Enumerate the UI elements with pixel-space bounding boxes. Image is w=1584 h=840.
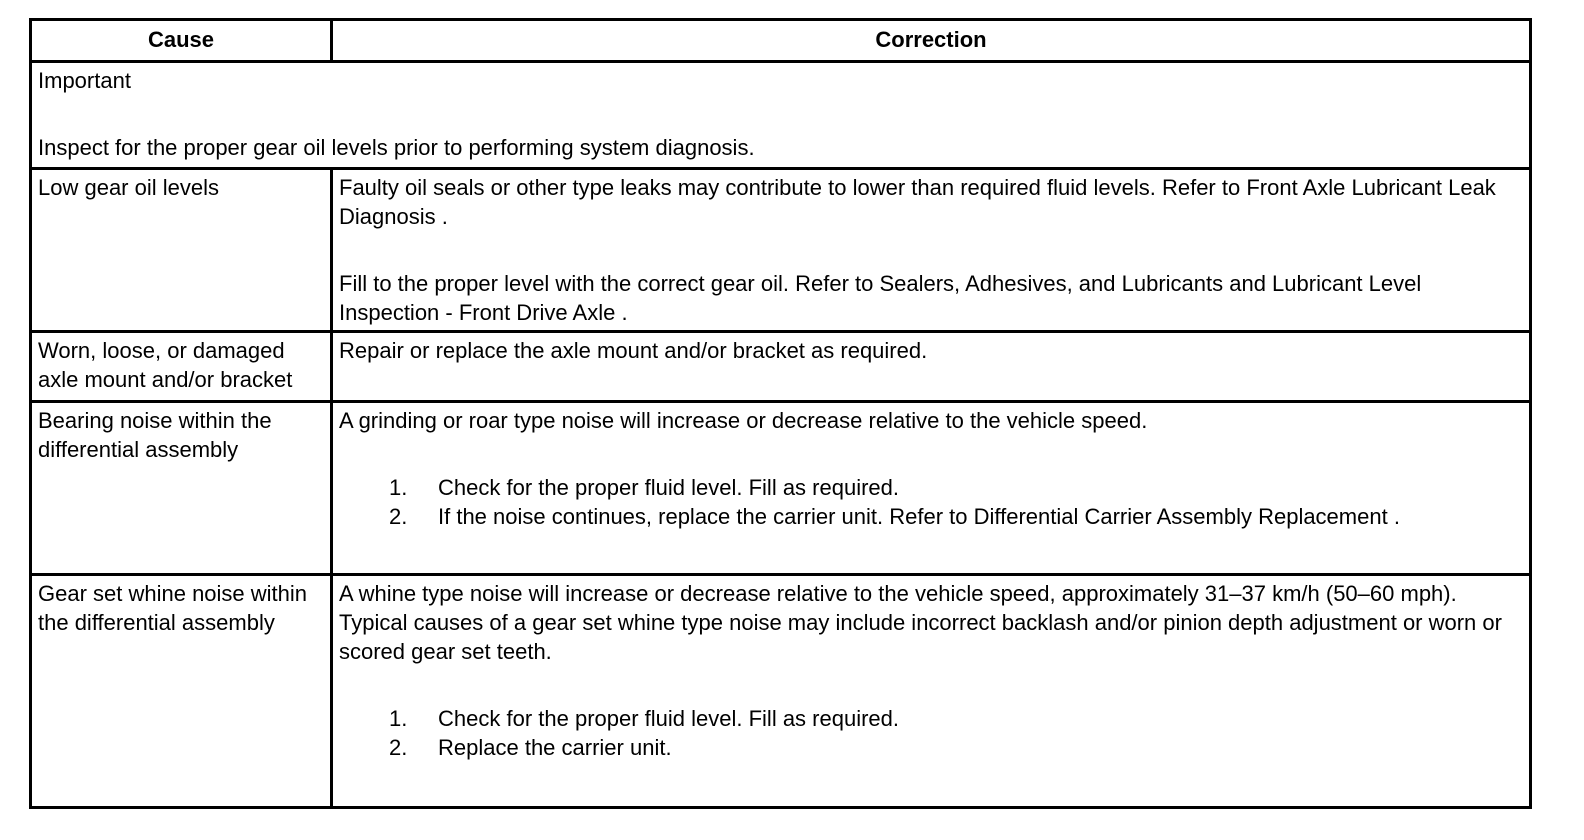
- table-row: [31, 402, 1531, 575]
- correction-header: Correction: [332, 20, 1531, 62]
- step-text: Check for the proper fluid level. Fill as required.: [438, 706, 899, 731]
- correction-paragraph: A grinding or roar type noise will increase or decrease relative to the vehicle speed.: [339, 408, 1148, 433]
- correction-cell: [332, 402, 1531, 575]
- cause-cell: Low gear oil levels: [31, 169, 332, 332]
- important-label: Important: [38, 68, 131, 93]
- step-list: [339, 704, 1523, 762]
- cause-cell: Worn, loose, or damaged axle mount and/or bracket: [31, 332, 332, 402]
- step-number: 2.: [389, 504, 408, 529]
- table-row: [31, 575, 1531, 808]
- correction-paragraph: A whine type noise will increase or decrease relative to the vehicle speed, approximately 31–37 km/h (50–60 mph). Typical causes of a gear set whine type noise may include incorrect backlash and/or pinion depth adjustment or worn or scored gear set teeth.: [339, 581, 1502, 664]
- correction-paragraph: Faulty oil seals or other type leaks may contribute to lower than required fluid levels. Refer to Front Axle Lubricant Leak Diagnosis .: [339, 175, 1496, 229]
- cause-cell: Gear set whine noise within the differential assembly: [31, 575, 332, 808]
- header-row: [31, 20, 1531, 62]
- diagnosis-table: [29, 18, 1532, 809]
- important-note: [31, 62, 1531, 169]
- step-number: 2.: [389, 735, 408, 760]
- table-row: [31, 332, 1531, 402]
- table-row: [31, 169, 1531, 332]
- step-text: Check for the proper fluid level. Fill as required.: [438, 475, 899, 500]
- correction-cell: [332, 575, 1531, 808]
- important-row: [31, 62, 1531, 169]
- list-item: [339, 502, 1523, 531]
- list-item: [339, 733, 1523, 762]
- step-number: 1.: [389, 475, 408, 500]
- correction-paragraph: Repair or replace the axle mount and/or bracket as required.: [339, 338, 928, 363]
- list-item: [339, 473, 1523, 502]
- cause-cell: Bearing noise within the differential assembly: [31, 402, 332, 575]
- correction-paragraph: Fill to the proper level with the correct gear oil. Refer to Sealers, Adhesives, and Lubricants and Lubricant Level Inspection - Front Drive Axle .: [339, 271, 1422, 325]
- correction-cell: [332, 332, 1531, 402]
- step-number: 1.: [389, 706, 408, 731]
- step-text: If the noise continues, replace the carrier unit. Refer to Differential Carrier Assembly Replacement .: [438, 504, 1400, 529]
- important-text: Inspect for the proper gear oil levels prior to performing system diagnosis.: [38, 135, 755, 160]
- correction-cell: [332, 169, 1531, 332]
- list-item: [339, 704, 1523, 733]
- cause-header: Cause: [31, 20, 332, 62]
- step-text: Replace the carrier unit.: [438, 735, 672, 760]
- step-list: [339, 473, 1523, 531]
